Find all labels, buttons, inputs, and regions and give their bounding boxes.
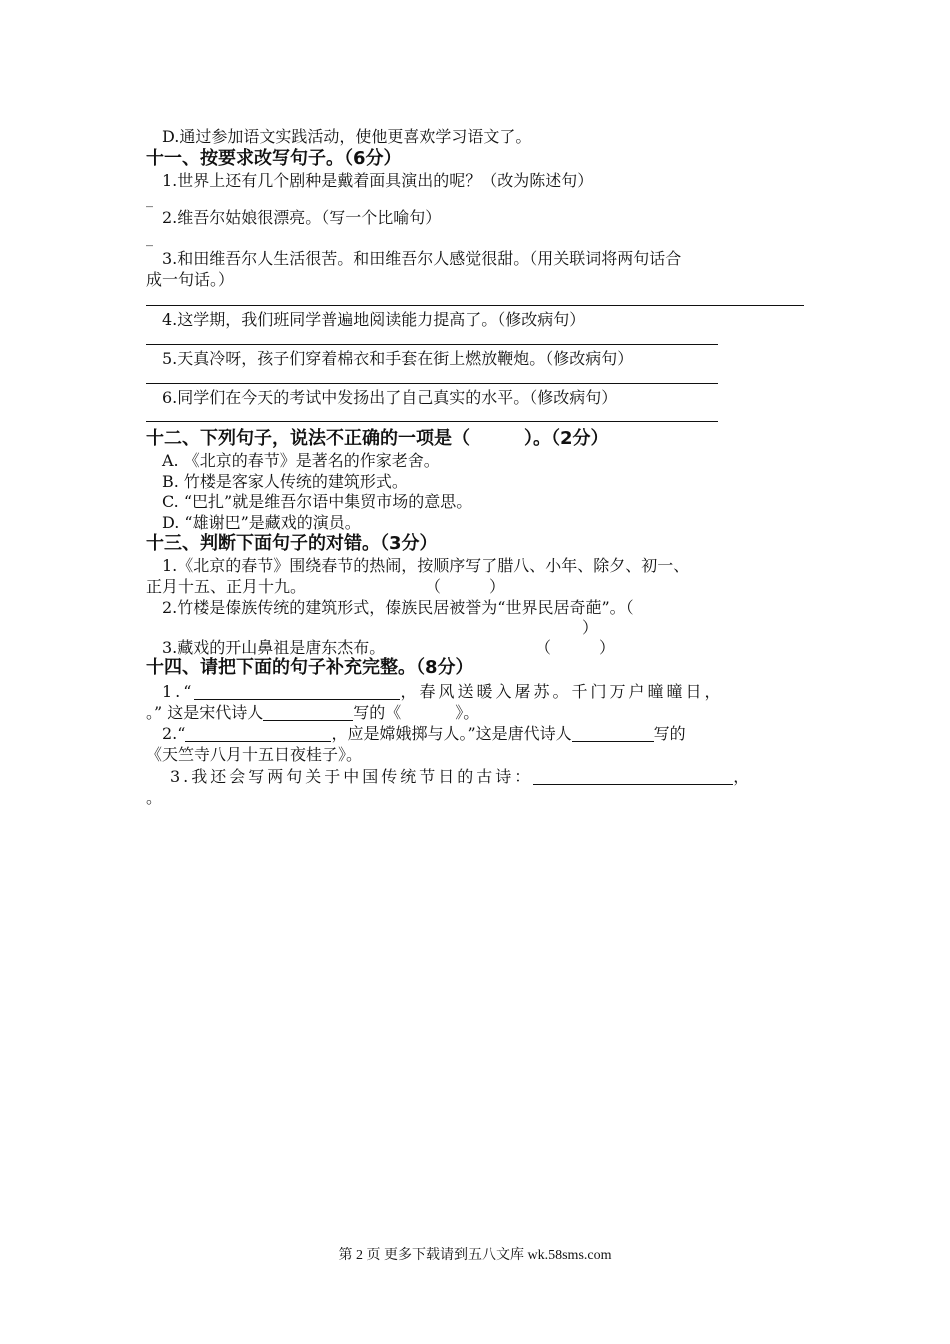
s14-q3-line2: 。 [146, 788, 163, 807]
s13-q1-answer-paren: （ ） [425, 577, 506, 596]
s14-q1-poet-prefix: 。” 这是宋代诗人 [146, 703, 264, 722]
s13-q1-line2: 正月十五、正月十九。 [146, 577, 307, 596]
s14-q2-blank-1 [185, 725, 331, 742]
s14-q2-verse: ，应是嫦娥掷与人。”这是唐代诗人 [331, 724, 572, 743]
s14-q2-line1 [162, 724, 686, 744]
s14-q2-prefix: 2.“ [162, 724, 186, 743]
s14-q1-title-suffix: 》。 [455, 703, 480, 722]
s11-q3-line1: 3.和田维吾尔人生活很苦。和田维吾尔人感觉很甜。（用关联词将两句话合 [162, 249, 682, 268]
s11-q3-answer-line [146, 305, 804, 306]
s14-q3-prefix: 3.我还会写两句关于中国传统节日的古诗： [170, 767, 534, 786]
s14-q1-blank-1 [194, 683, 400, 700]
s13-q3: 3.藏戏的开山鼻祖是唐东杰布。 [162, 638, 386, 657]
s11-q5-answer-line [146, 383, 718, 384]
s14-q2-blank-poet [572, 725, 654, 742]
s12-option-c: C. “巴扎”就是维吾尔语中集贸市场的意思。 [162, 492, 473, 511]
s14-q1-verse: ，春风送暖入屠苏。千门万户曈曈日， [400, 682, 724, 701]
section-12-heading: 十二、下列句子，说法不正确的一项是（ ）。（2分） [146, 428, 609, 449]
s11-q6-answer-line [146, 421, 718, 422]
s14-q3-comma: ， [733, 767, 753, 786]
s13-q2-close-paren: ） [582, 618, 599, 637]
section-11-heading: 十一、按要求改写句子。（6分） [146, 148, 402, 169]
s14-q1-line1 [162, 682, 723, 702]
s12-option-d: D. “雄谢巴”是藏戏的演员。 [162, 513, 361, 532]
page-footer: 第 2 页 更多下载请到五八文库 wk.58sms.com [338, 1248, 612, 1263]
s13-q2-line1: 2.竹楼是傣族传统的建筑形式，傣族民居被誉为“世界民居奇葩”。（ [162, 598, 634, 617]
s13-q3-answer-paren: （ ） [535, 638, 616, 657]
s11-q4-answer-line [146, 344, 718, 345]
s14-q2-suffix: 写的 [653, 724, 686, 743]
s11-q3-line2: 成一句话。） [146, 270, 235, 289]
s11-q2: 2.维吾尔姑娘很漂亮。（写一个比喻句） [162, 208, 442, 227]
s14-q2-line2: 《天竺寺八月十五日夜桂子》。 [146, 745, 363, 764]
s12-option-b: B. 竹楼是客家人传统的建筑形式。 [162, 472, 408, 491]
s14-q1-prefix: 1.“ [162, 682, 195, 701]
section-14-heading: 十四、请把下面的句子补充完整。（8分） [146, 657, 474, 678]
s12-option-a: A. 《北京的春节》是著名的作家老舍。 [162, 451, 440, 470]
s11-q2-answer-mark: _ [146, 231, 153, 247]
section-13-heading: 十三、判断下面句子的对错。（3分） [146, 533, 438, 554]
s11-q1: 1.世界上还有几个剧种是戴着面具演出的呢？（改为陈述句） [162, 171, 594, 190]
s11-q6: 6.同学们在今天的考试中发扬出了自己真实的水平。（修改病句） [162, 388, 618, 407]
s13-q1-line1: 1.《北京的春节》围绕春节的热闹，按顺序写了腊八、小年、除夕、初一、 [162, 556, 690, 575]
s10-option-d: D.通过参加语文实践活动，使他更喜欢学习语文了。 [162, 127, 532, 146]
s14-q3-blank-1 [533, 768, 733, 785]
s11-q5: 5.天真冷呀，孩子们穿着棉衣和手套在街上燃放鞭炮。（修改病句） [162, 349, 634, 368]
s14-q1-blank-poet [263, 704, 353, 721]
s11-q1-answer-mark: _ [146, 192, 153, 208]
s14-q3-line1 [170, 767, 752, 787]
s14-q1-line2 [146, 703, 479, 723]
s14-q1-title-prefix: 写的《 [353, 703, 402, 722]
s11-q4: 4.这学期，我们班同学普遍地阅读能力提高了。（修改病句） [162, 310, 586, 329]
